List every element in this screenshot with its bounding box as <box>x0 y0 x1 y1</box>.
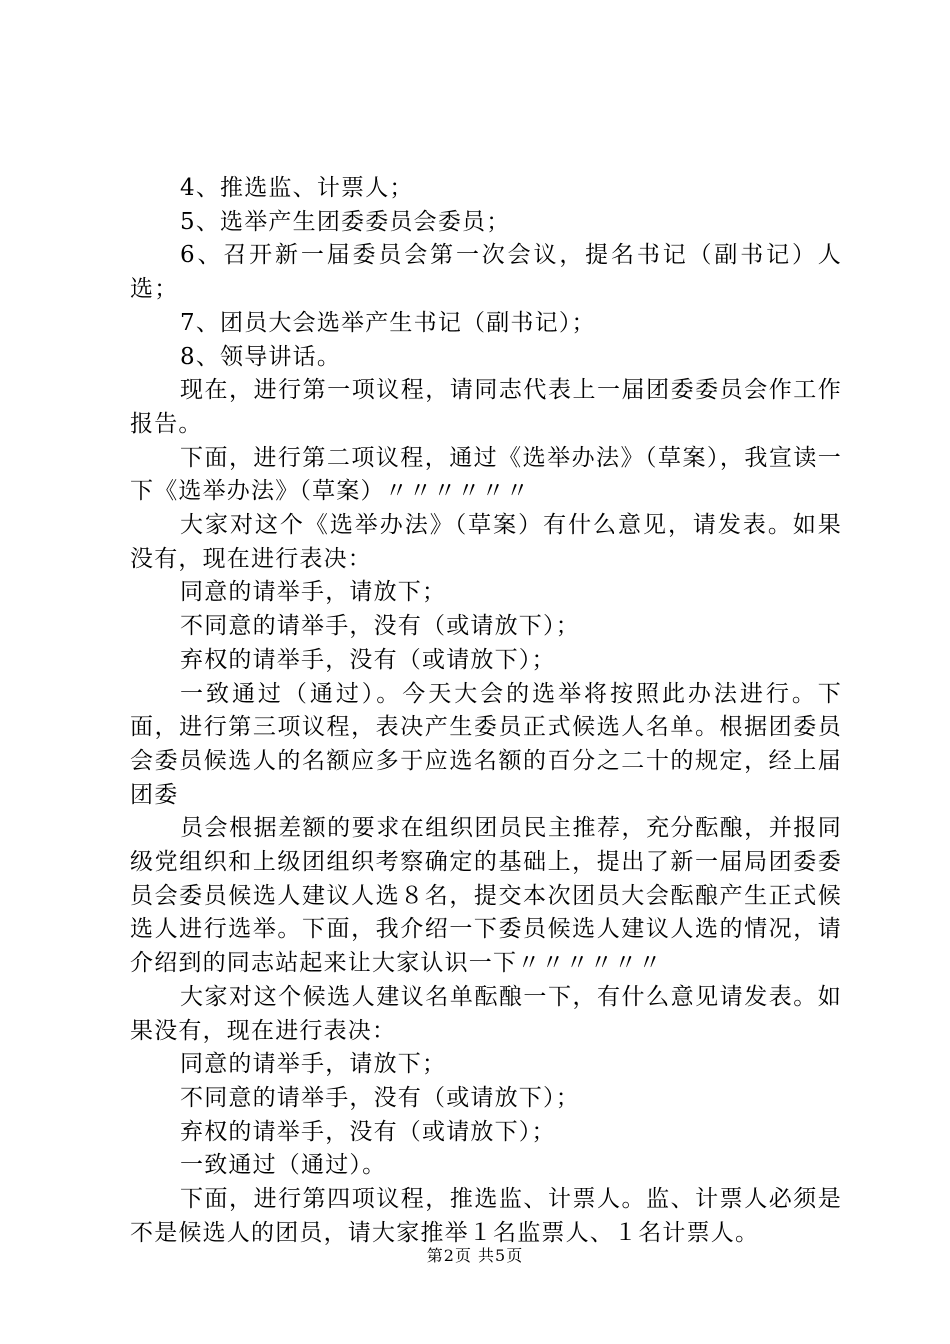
document-body <box>130 172 842 1251</box>
page-footer: 第2页 共5页 <box>426 1246 524 1265</box>
paragraph: 不同意的请举手，没有（或请放下）； <box>180 613 580 640</box>
paragraph: 不同意的请举手，没有（或请放下）； <box>180 1084 580 1111</box>
paragraph: 现在，进行第一项议程，请同志代表上一届团委委员会作工作报告。 <box>130 377 842 437</box>
paragraph: 弃权的请举手，没有（或请放下）； <box>180 646 556 673</box>
paragraph: 同意的请举手，请放下； <box>180 579 447 606</box>
paragraph: 一致通过（通过）。 <box>180 1152 387 1179</box>
paragraph: 同意的请举手，请放下； <box>180 1051 447 1078</box>
paragraph: 7、团员大会选举产生书记（副书记）； <box>180 309 596 336</box>
paragraph: 5、选举产生团委委员会委员； <box>180 208 511 235</box>
paragraph: 一致通过（通过）。今天大会的选举将按照此办法进行。下面，进行第三项议程，表决产生委员正式候选人名单。根据团委员会委员候选人的名额应多于应选名额的百分之二十的规定，经上届团委 <box>130 680 842 808</box>
paragraph: 6、召开新一届委员会第一次会议，提名书记（副书记）人选； <box>130 242 842 303</box>
paragraph: 8、领导讲话。 <box>180 343 342 370</box>
paragraph: 4、推选监、计票人； <box>180 175 414 201</box>
paragraph: 下面，进行第四项议程，推选监、计票人。监、计票人必须是不是候选人的团员，请大家推举１名监票人、１名计票人。 <box>130 1186 842 1246</box>
paragraph: 下面，进行第二项议程，通过《选举办法》（草案），我宣读一下《选举办法》（草案）〃〃〃〃〃〃 <box>130 444 842 505</box>
paragraph: 大家对这个《选举办法》（草案）有什么意见，请发表。如果没有，现在进行表决： <box>130 512 842 572</box>
paragraph: 大家对这个候选人建议名单酝酿一下，有什么意见请发表。如果没有，现在进行表决： <box>130 983 842 1044</box>
paragraph: 员会根据差额的要求在组织团员民主推荐，充分酝酿，并报同级党组织和上级团组织考察确定的基础上，提出了新一届局团委委员会委员候选人建议人选８名，提交本次团员大会酝酿产生正式候选人进行选举。下面，我介绍一下委员候选人建议人选的情况，请介绍到的同志站起来让大家认识一下〃〃〃〃〃〃 <box>130 815 842 977</box>
paragraph: 弃权的请举手，没有（或请放下）； <box>180 1118 556 1145</box>
